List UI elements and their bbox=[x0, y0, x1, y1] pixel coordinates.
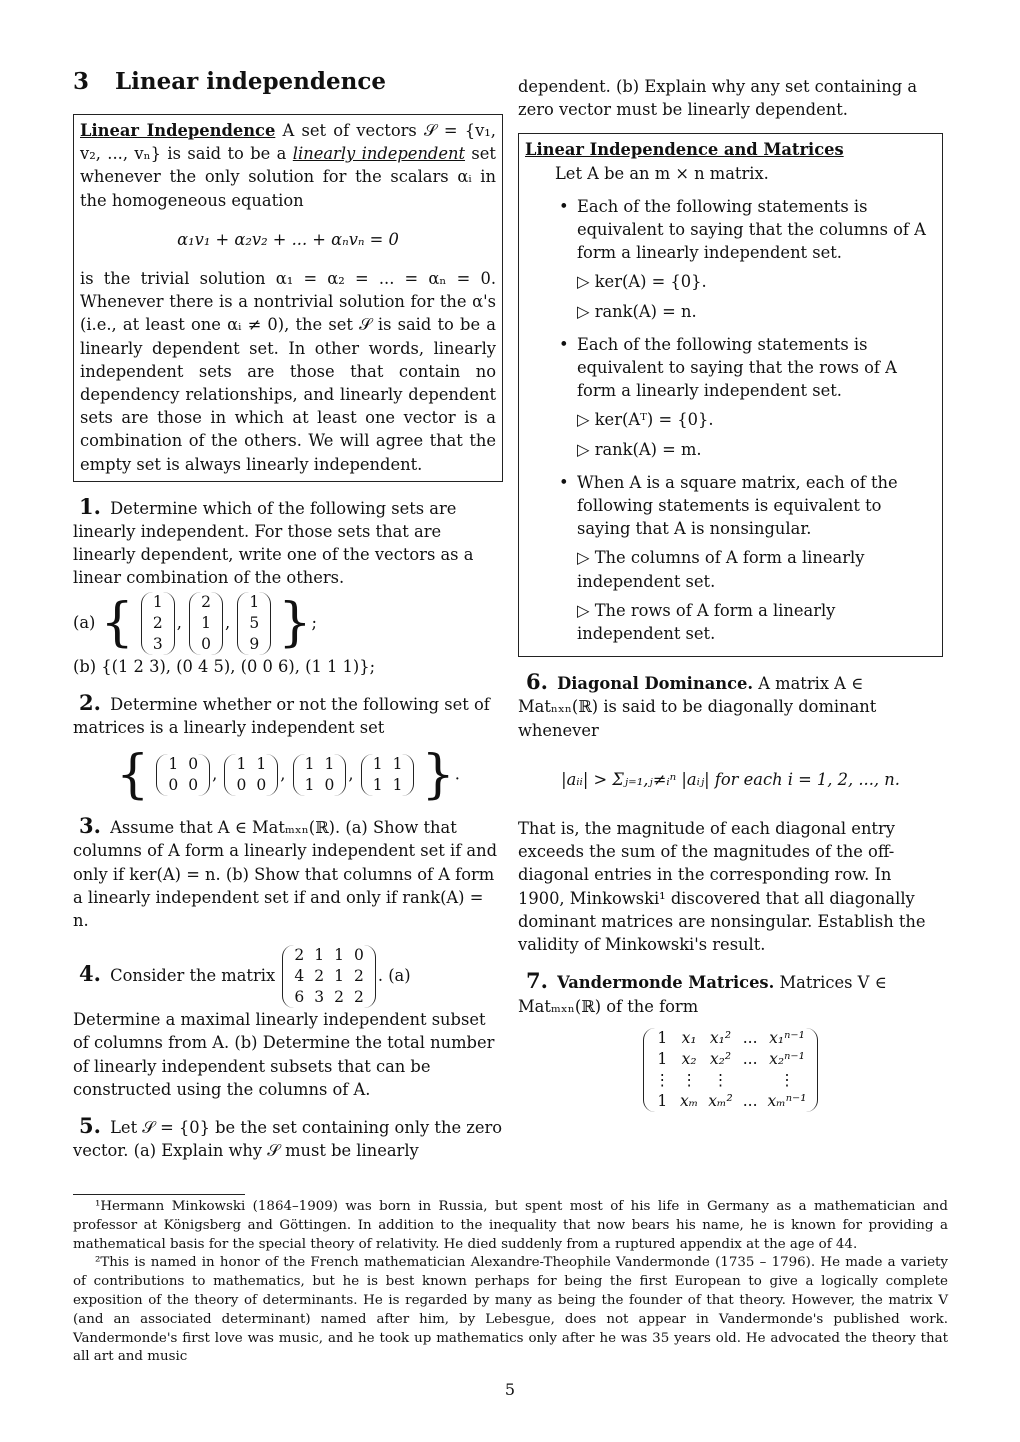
problem-3-text: Assume that A ∈ Matₘₓₙ(ℝ). (a) Show that columns of A form a linearly independent set if and only if ker(A) = n. (b) Show that columns of A form a linearly independent set if and only if rank(A) = n. bbox=[73, 818, 498, 931]
problem-6-number: 6. bbox=[526, 669, 548, 695]
bullet-2 bbox=[525, 333, 936, 461]
vector-2: 2 1 0 bbox=[189, 592, 223, 655]
problem-2-number: 2. bbox=[79, 689, 101, 715]
footnote-1: ¹Hermann Minkowski (1864–1909) was born in Russia, but spent most of his life in Germany as a mathematician and professor at Königsberg and Göttingen. In addition to the inequality that now bears his name, he is known for providing a mathematical basis for the special theory of relativity. He died suddenly from a ruptured appendix at the age of 44. bbox=[73, 1199, 948, 1252]
problem-1-text: Determine which of the following sets are linearly independent. For those sets that are linearly dependent, write one of the vectors as a linear combination of the others. bbox=[73, 498, 474, 588]
left-column bbox=[73, 70, 503, 1163]
problem-5 bbox=[73, 1114, 503, 1162]
problem-7-name: Vandermonde Matrices. bbox=[557, 973, 775, 993]
left-brace: { bbox=[116, 745, 150, 806]
problem-6-name: Diagonal Dominance. bbox=[557, 674, 754, 694]
bullet-3-text: • When A is a square matrix, each of the following statements is equivalent to saying that A is nonsingular. bbox=[577, 472, 898, 539]
right-brace: } bbox=[421, 745, 455, 806]
problem-2 bbox=[73, 689, 503, 806]
section-number: 3 bbox=[73, 68, 90, 95]
vector-1: 1 2 3 bbox=[141, 592, 175, 655]
vector-3: 1 5 9 bbox=[237, 592, 271, 655]
problem-1-number: 1. bbox=[79, 493, 101, 519]
definition-equation: α₁v₁ + α₂v₂ + ... + αₙvₙ = 0 bbox=[177, 229, 399, 249]
matrix-2: 1 1 0 0 bbox=[224, 754, 278, 796]
problem-6-after: That is, the magnitude of each diagonal entry exceeds the sum of the magnitudes of the off-diagonal entries in the corresponding row. In 1900, Minkowski¹ discovered that all diagonally dominant matrices are nonsingular. Establish the validity of Minkowski's result. bbox=[518, 819, 926, 955]
bullet-2-item-2: ▷ rank(A) = m. bbox=[577, 439, 702, 459]
problem-1-part-b: (b) {(1 2 3), (0 4 5), (0 0 6), (1 1 1)}; bbox=[73, 656, 376, 676]
matrix-3: 1 1 1 0 bbox=[293, 754, 347, 796]
problem-3-number: 3. bbox=[79, 813, 101, 839]
bullet-2-text: • Each of the following statements is equivalent to saying that the rows of A form a linearly independent set. bbox=[577, 334, 897, 401]
bullet-3-item-2: ▷ The rows of A form a linearly independent set. bbox=[577, 600, 836, 644]
right-brace: } bbox=[278, 593, 312, 654]
problem-5-text: Let 𝒮 = {0} be the set containing only the zero vector. (a) Explain why 𝒮 must be linearly bbox=[73, 1118, 503, 1161]
problem-4-number: 4. bbox=[79, 961, 101, 987]
footnotes bbox=[73, 1194, 948, 1367]
page-number: 5 bbox=[504, 1380, 516, 1399]
left-brace: { bbox=[100, 593, 134, 654]
definition-body2: is the trivial solution α₁ = α₂ = ... = αₙ = 0. Whenever there is a nontrivial solution for the α's (i.e., at least one αᵢ ≠ 0), the set 𝒮 is said to be a linearly dependent set. In other words, linearly independent sets are those that contain no dependency relationships, and linearly dependent sets are those in which at least one vector is a combination of the others. We will agree that the empty set is always linearly independent. bbox=[80, 269, 496, 474]
problem-4-lead: Consider the matrix bbox=[110, 966, 276, 986]
bullet-1 bbox=[525, 195, 936, 323]
problem-5-number: 5. bbox=[79, 1113, 101, 1139]
bullet-3-item-1: ▷ The columns of A form a linearly independent set. bbox=[577, 548, 865, 591]
problem-7 bbox=[518, 969, 943, 1111]
problem-1 bbox=[73, 495, 503, 678]
problem-1-part-a: (a) { 1 2 3 , 2 1 0 , 1 5 9 }; bbox=[73, 592, 318, 654]
section-title: Linear independence bbox=[115, 68, 386, 95]
bullet-1-text: • Each of the following statements is equivalent to saying that the columns of A form a linearly independent set. bbox=[577, 196, 926, 263]
problem-4-text: Determine a maximal linearly independent subset of columns from A. (b) Determine the total number of linearly independent subsets that can be constructed using the columns of A. bbox=[73, 1010, 495, 1099]
section-heading bbox=[73, 70, 503, 100]
definition-term: linearly independent bbox=[292, 144, 466, 164]
problem-7-matrix-wrap bbox=[518, 1028, 943, 1112]
problem-7-text: Matrices V ∈ Matₘₓₙ(ℝ) of the form bbox=[518, 973, 887, 1016]
problem-6 bbox=[518, 670, 943, 956]
bullet-1-item-1: ▷ ker(A) = {0}. bbox=[577, 272, 707, 292]
matrices-box bbox=[518, 133, 943, 657]
problem-1-a-label: (a) bbox=[73, 612, 96, 632]
problem-7-number: 7. bbox=[526, 968, 548, 994]
vandermonde-matrix: 1 x₁ x₁² ... x₁ⁿ⁻¹ 1 x₂ x₂² ... x₂ⁿ⁻¹ ⋮ ⋮ ⋮ ⋮ 1 xₘ xₘ² ... xₘⁿ⁻¹ bbox=[643, 1028, 819, 1112]
bullet-3 bbox=[525, 471, 936, 645]
matrices-box-heading: Linear Independence and Matrices bbox=[525, 140, 844, 160]
bullet-1-item-2: ▷ rank(A) = n. bbox=[577, 301, 697, 321]
definition-box bbox=[73, 114, 503, 482]
footnote-rule bbox=[73, 1194, 245, 1195]
problem-2-matrices: { 1 0 0 0 , 1 1 0 0 , 1 1 1 0 , 1 1 1 1 }. bbox=[116, 745, 460, 806]
problem-6-text: A matrix A ∈ Matₙₓₙ(ℝ) is said to be diagonally dominant whenever bbox=[518, 674, 877, 740]
matrices-box-intro: Let A be an m × n matrix. bbox=[555, 163, 769, 183]
bullet-2-item-1: ▷ ker(Aᵀ) = {0}. bbox=[577, 410, 714, 430]
footnote-2: ²This is named in honor of the French mathematician Alexandre-Theophile Vandermonde (1735 – 1796). He made a variety of contributions to mathematics, but he is best known perhaps for being the first European to give a logically complete exposition of the theory of determinants. He is regarded by many as being the founder of that theory. However, the matrix V (and an associated determinant) named after him, by Lebesgue, does not appear in Vandermonde's published work. Vandermonde's first love was music, and he took up mathematics only after he was 35 years old. He advocated the theory that all art and music bbox=[73, 1255, 948, 1365]
definition-heading: Linear Independence bbox=[80, 121, 276, 140]
right-column bbox=[518, 75, 943, 1112]
problem-4 bbox=[73, 945, 503, 1101]
definition-body1: set whenever the only solution for the scalars αᵢ in the homogeneous equation bbox=[80, 144, 496, 210]
problem-4-after: . (a) bbox=[377, 966, 411, 986]
problem-2-text: Determine whether or not the following set of matrices is a linearly independent set bbox=[73, 694, 490, 738]
matrix-4: 1 1 1 1 bbox=[361, 754, 415, 796]
problem-5-continued: dependent. (b) Explain why any set containing a zero vector must be linearly dependent. bbox=[518, 77, 918, 120]
problem-4-matrix: 2 1 1 0 4 2 1 2 6 3 2 2 bbox=[282, 945, 376, 1008]
matrix-1: 1 0 0 0 bbox=[156, 754, 210, 796]
definition-intro: A set of vectors 𝒮 = {v₁, v₂, ..., vₙ} is said to be a bbox=[80, 121, 496, 164]
problem-6-formula: |aᵢᵢ| > Σⱼ₌₁,ⱼ≠ᵢⁿ |aᵢⱼ| for each i = 1, 2, ..., n. bbox=[561, 769, 900, 789]
problem-3 bbox=[73, 814, 503, 932]
